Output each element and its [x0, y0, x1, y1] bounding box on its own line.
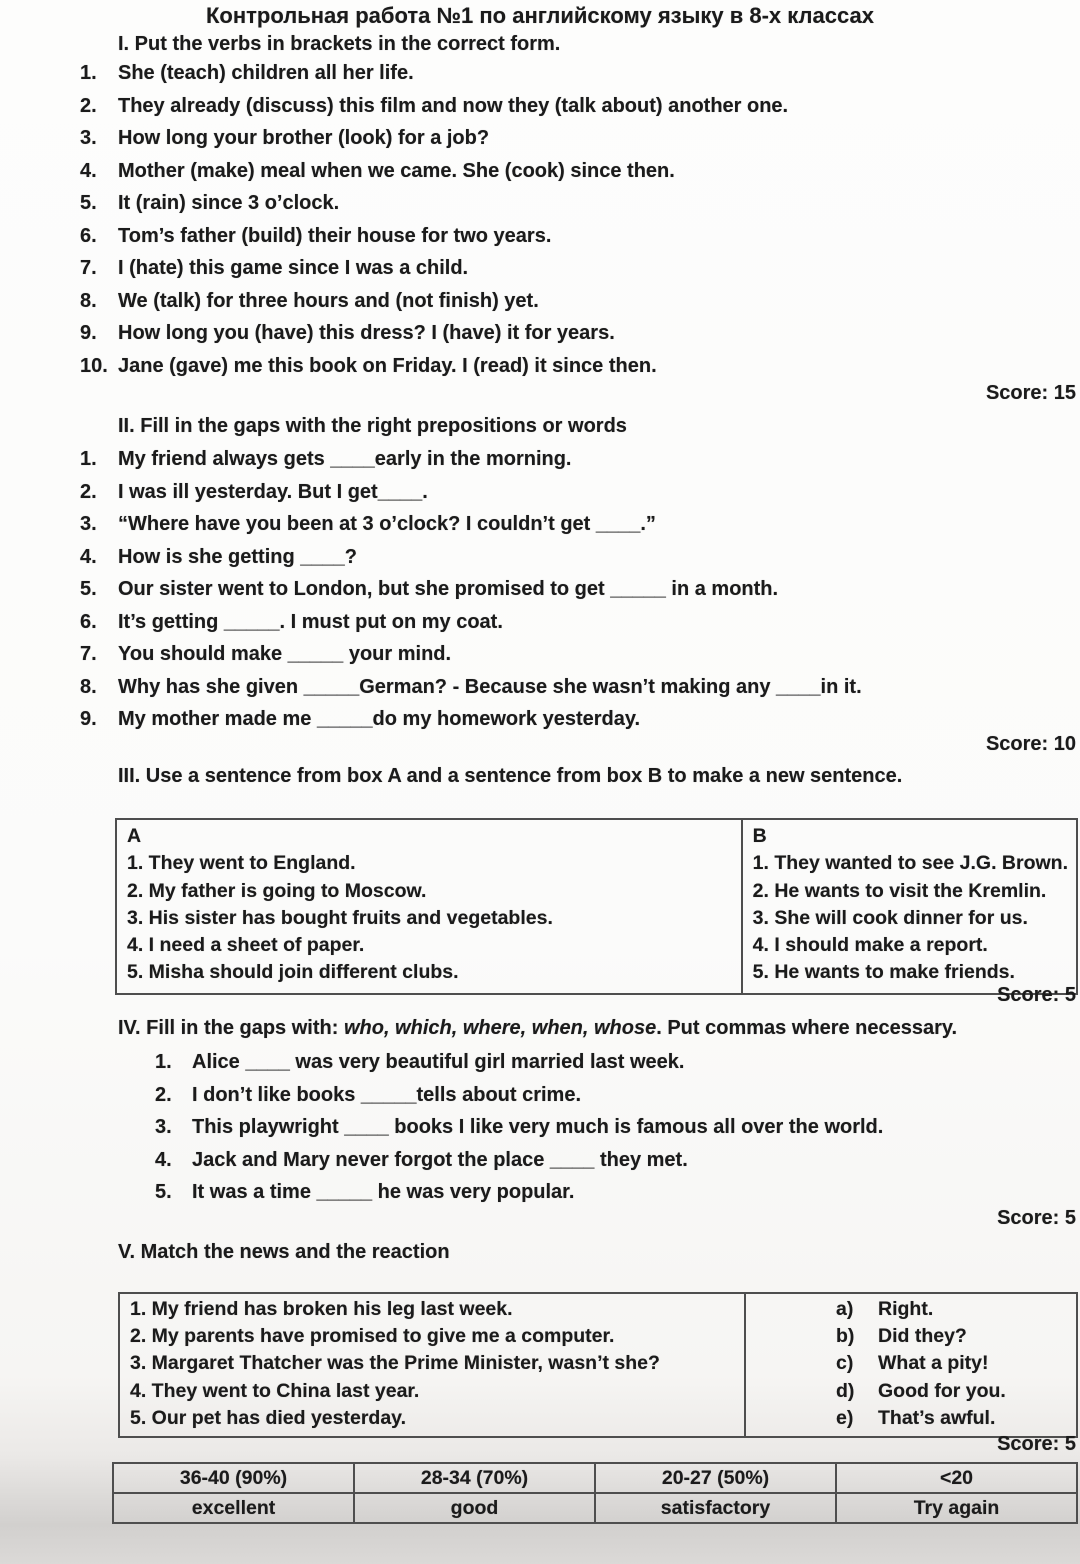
- item-number: 5.: [80, 192, 97, 214]
- item-text: They already (discuss) this film and now they (talk about) another one.: [118, 94, 789, 117]
- table-row: 2. He wants to visit the Kremlin.: [752, 879, 1047, 902]
- item-text: Jane (gave) me this book on Friday. I (read) it since then.: [118, 354, 657, 377]
- box-b-header: B: [752, 825, 767, 847]
- item-number: 2.: [80, 94, 97, 117]
- item-number: 7.: [80, 643, 97, 665]
- item-number: 1.: [155, 1051, 172, 1073]
- item-text: How long your brother (look) for a job?: [118, 127, 490, 149]
- list-item: [0, 223, 1080, 256]
- list-item: [0, 446, 1080, 479]
- list-item: [0, 511, 1080, 544]
- item-text: My mother made me _____do my homework yesterday.: [118, 708, 641, 730]
- grade-label: excellent: [114, 1492, 355, 1522]
- section-2-heading: II. Fill in the gaps with the right prepositions or words: [118, 415, 627, 437]
- section-4-score: Score: 5: [997, 1207, 1076, 1229]
- list-item: [0, 1082, 1080, 1115]
- list-item: [0, 544, 1080, 577]
- item-text: “Where have you been at 3 o’clock? I couldn’t get ____.”: [118, 513, 656, 535]
- table-row: 1. They wanted to see J.G. Brown.: [752, 852, 1068, 875]
- list-item: [0, 93, 1080, 126]
- item-text: It was a time _____ he was very popular.: [192, 1181, 575, 1203]
- item-number: 2.: [80, 480, 97, 503]
- list-item: [0, 60, 1080, 93]
- item-number: 5.: [80, 578, 97, 600]
- heading-text: IV. Fill in the gaps with:: [118, 1017, 344, 1039]
- section-1-items: [0, 60, 1080, 385]
- item-number: 8.: [80, 675, 97, 698]
- heading-text: . Put commas where necessary.: [656, 1017, 958, 1039]
- item-text: I don’t like books _____tells about crime.: [192, 1083, 582, 1106]
- item-text: We (talk) for three hours and (not finish) yet.: [118, 289, 539, 312]
- reaction-text: What a pity!: [878, 1352, 989, 1375]
- table-row: 3. She will cook dinner for us.: [752, 906, 1028, 929]
- table-row: 4. I need a sheet of paper.: [127, 934, 365, 957]
- item-text: It (rain) since 3 o’clock.: [118, 192, 340, 214]
- list-item: [0, 1147, 1080, 1180]
- news-column: [120, 1294, 746, 1436]
- page-title: Контрольная работа №1 по английскому языку в 8-х классах: [206, 3, 874, 28]
- item-number: 4.: [155, 1148, 172, 1171]
- section-1-score: Score: 15: [985, 382, 1076, 404]
- list-item: [0, 255, 1080, 288]
- list-item: [0, 190, 1080, 223]
- table-row: [746, 1378, 1070, 1405]
- grade-label: good: [355, 1492, 596, 1522]
- section-4-heading: [118, 1017, 957, 1040]
- item-text: I was ill yesterday. But I get____.: [118, 480, 428, 503]
- item-number: 3.: [80, 513, 97, 535]
- item-number: 1.: [80, 62, 97, 84]
- grade-label: satisfactory: [596, 1492, 837, 1522]
- grading-table: [112, 1462, 1078, 1524]
- item-number: 1.: [80, 448, 97, 470]
- table-row: 5. Our pet has died yesterday.: [130, 1406, 406, 1429]
- box-b: [743, 820, 1076, 993]
- item-text: My friend always gets ____early in the morning.: [118, 448, 572, 470]
- section-5-score: Score: 5: [997, 1433, 1076, 1455]
- item-number: 7.: [80, 257, 97, 279]
- grade-range: 20-27 (50%): [596, 1464, 837, 1492]
- section-3-score: Score: 5: [997, 984, 1076, 1006]
- item-number: 8.: [80, 289, 97, 312]
- reaction-letter: e): [836, 1406, 854, 1429]
- list-item: [0, 674, 1080, 707]
- item-text: How long you (have) this dress? I (have) it for years.: [118, 322, 615, 344]
- item-text: It’s getting _____. I must put on my coat.: [118, 610, 503, 633]
- item-number: 3.: [80, 127, 97, 149]
- list-item: [0, 576, 1080, 609]
- table-row: [746, 1405, 1070, 1432]
- reaction-letter: c): [836, 1352, 854, 1375]
- grade-range: <20: [939, 1467, 974, 1489]
- table-row: [746, 1323, 1070, 1350]
- table-row: 3. Margaret Thatcher was the Prime Minister, wasn’t she?: [130, 1352, 660, 1375]
- section-5-heading: V. Match the news and the reaction: [118, 1241, 450, 1263]
- item-text: Alice ____ was very beautiful girl married last week.: [192, 1051, 685, 1073]
- grading-labels-row: [114, 1492, 1076, 1522]
- item-text: This playwright ____ books I like very much is famous all over the world.: [192, 1116, 884, 1138]
- item-text: You should make _____ your mind.: [118, 643, 452, 665]
- section-1-heading: I. Put the verbs in brackets in the correct form.: [118, 33, 561, 55]
- list-item: [0, 353, 1080, 386]
- item-text: Jack and Mary never forgot the place ____ they met.: [192, 1148, 688, 1171]
- list-item: [0, 288, 1080, 321]
- table-row: 1. They went to England.: [127, 852, 356, 875]
- table-row: 1. My friend has broken his leg last week.: [130, 1298, 513, 1320]
- section-3-heading: III. Use a sentence from box A and a sentence from box B to make a new sentence.: [118, 765, 903, 787]
- list-item: [0, 1114, 1080, 1147]
- reaction-letter: a): [836, 1298, 854, 1320]
- reaction-text: Good for you.: [878, 1379, 1006, 1402]
- sentence-boxes-table: [115, 818, 1078, 995]
- grade-label: Try again: [837, 1492, 1076, 1522]
- section-4-items: [0, 1049, 1080, 1212]
- box-a: [117, 820, 743, 993]
- grade-range: 36-40 (90%): [114, 1464, 355, 1492]
- reaction-text: Right.: [878, 1298, 934, 1320]
- grade-range: 28-34 (70%): [355, 1464, 596, 1492]
- item-number: 4.: [80, 159, 97, 182]
- table-row: 2. My father is going to Moscow.: [127, 879, 427, 902]
- item-number: 5.: [155, 1181, 172, 1203]
- heading-italic-words: who, which, where, when, whose: [343, 1017, 657, 1039]
- item-text: Mother (make) meal when we came. She (cook) since then.: [118, 159, 675, 182]
- match-table: [118, 1292, 1078, 1438]
- section-2-items: [0, 446, 1080, 739]
- list-item: [0, 641, 1080, 674]
- list-item: [0, 320, 1080, 353]
- grading-ranges-row: [114, 1464, 1076, 1492]
- table-row: [746, 1350, 1070, 1377]
- item-number: 2.: [155, 1083, 172, 1106]
- table-row: 5. He wants to make friends.: [752, 961, 1015, 984]
- list-item: [0, 158, 1080, 191]
- item-number: 4.: [80, 545, 97, 568]
- item-text: How is she getting ____?: [118, 545, 357, 568]
- reaction-letter: d): [836, 1379, 855, 1402]
- list-item: [0, 1049, 1080, 1082]
- reaction-text: That’s awful.: [878, 1406, 996, 1429]
- table-row: 5. Misha should join different clubs.: [127, 961, 459, 984]
- item-number: 6.: [80, 610, 97, 633]
- section-2-score: Score: 10: [985, 733, 1076, 755]
- item-text: Our sister went to London, but she promised to get _____ in a month.: [118, 578, 779, 600]
- item-number: 9.: [80, 322, 97, 344]
- item-number: 3.: [155, 1116, 172, 1138]
- table-row: 4. I should make a report.: [752, 934, 988, 957]
- list-item: [0, 479, 1080, 512]
- table-row: 3. His sister has bought fruits and vegetables.: [127, 906, 553, 929]
- table-row: [746, 1296, 1070, 1323]
- reaction-letter: b): [836, 1325, 855, 1348]
- reaction-text: Did they?: [878, 1325, 967, 1348]
- item-text: Why has she given _____German? - Because she wasn’t making any ____in it.: [118, 675, 862, 698]
- item-text: She (teach) children all her life.: [118, 62, 414, 84]
- reaction-column: [746, 1294, 1076, 1436]
- item-text: I (hate) this game since I was a child.: [118, 257, 469, 279]
- item-number: 9.: [80, 708, 97, 730]
- box-a-header: A: [127, 825, 142, 847]
- item-number: 6.: [80, 224, 97, 247]
- list-item: [0, 125, 1080, 158]
- item-text: Tom’s father (build) their house for two years.: [118, 224, 552, 247]
- list-item: [0, 609, 1080, 642]
- item-number: 10.: [80, 354, 108, 377]
- table-row: 4. They went to China last year.: [130, 1379, 420, 1402]
- table-row: 2. My parents have promised to give me a computer.: [130, 1325, 615, 1348]
